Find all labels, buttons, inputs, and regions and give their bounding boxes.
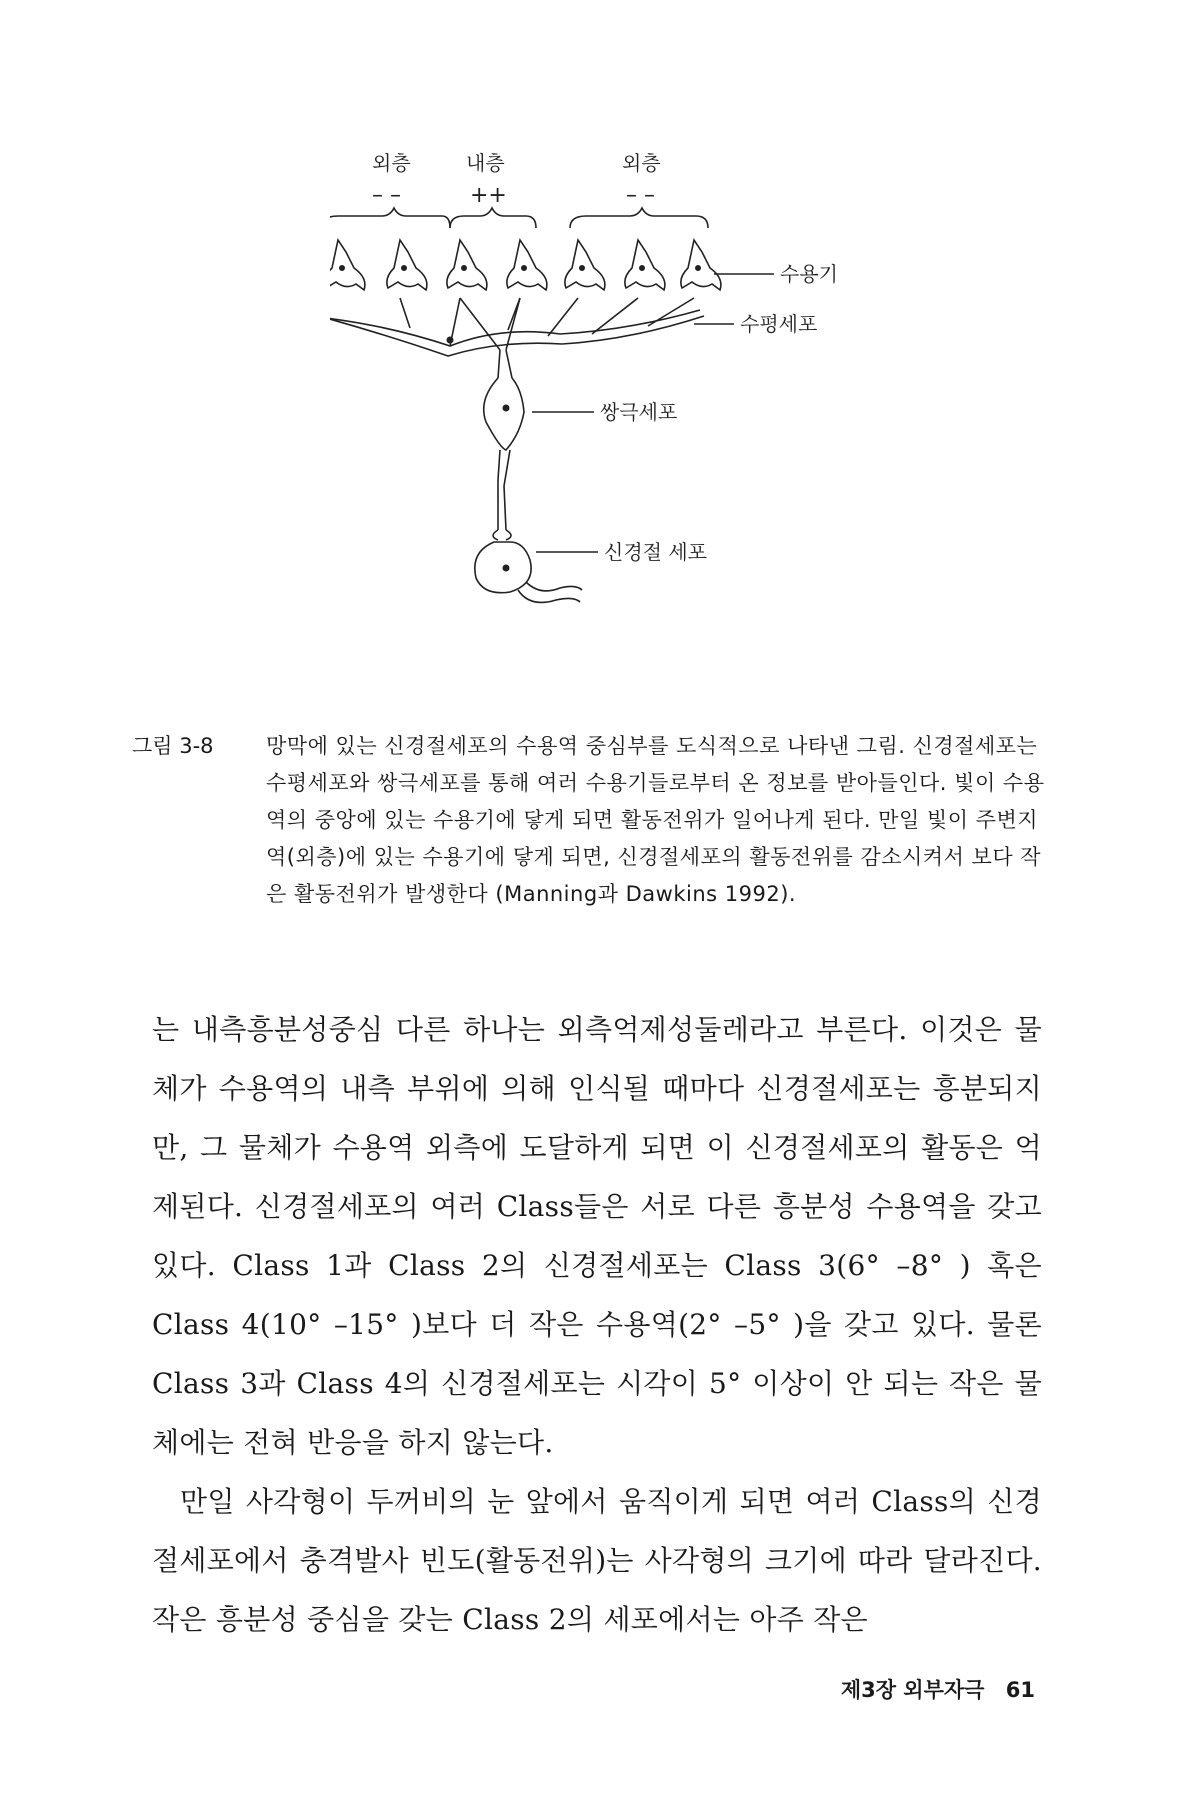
- figure-number: 그림 3-8: [132, 734, 214, 758]
- diagram-svg: [330, 150, 1050, 670]
- body-paragraph-1: 는 내측흥분성중심 다른 하나는 외측억제성둘레라고 부른다. 이것은 물체가 수용역의 내측 부위에 의해 인식될 때마다 신경절세포는 흥분되지만, 그 물체가 수용역 외측에 도달하게 되면 이 신경절세포의 활동은 억제된다. 신경절세포의 여러 Class들은 서로 다른 흥분성 수용역을 갖고 있다. Class 1과 Class 2의 신경절세포는 Class 3(6° –8° ) 혹은 Class 4(10° –15° )보다 더 작은 수용역(2° –5° )을 갖고 있다. 물론 Class 3과 Class 4의 신경절세포는 시각이 5° 이상이 안 되는 작은 물체에는 전혀 반응을 하지 않는다.: [152, 1013, 1042, 1459]
- retina-receptive-field-diagram: [330, 150, 1050, 670]
- layer-label-inner: 내층: [466, 151, 505, 175]
- layer-braces: [330, 208, 708, 228]
- layer-sign-inner: ++: [470, 183, 507, 208]
- horizontal-cell-nucleus: [447, 337, 454, 344]
- callout-horizontal-cell: 수평세포: [740, 312, 818, 336]
- body-paragraph-2: 만일 사각형이 두꺼비의 눈 앞에서 움직이게 되면 여러 Class의 신경절세포에서 충격발사 빈도(활동전위)는 사각형의 크기에 따라 달라진다. 작은 흥분성 중심을 갖는 Class 2의 세포에서는 아주 작은: [152, 1485, 1042, 1636]
- layer-label-outer-right: 외층: [622, 151, 661, 175]
- figure-caption-text: 망막에 있는 신경절세포의 수용역 중심부를 도식적으로 나타낸 그림. 신경절세포는 수평세포와 쌍극세포를 통해 여러 수용기들로부터 온 정보를 받아들인다. 빛이 수용역의 중앙에 있는 수용기에 닿게 되면 활동전위가 일어나게 된다. 만일 빛이 주변지역(외층)에 있는 수용기에 닿게 되면, 신경절세포의 활동전위를 감소시켜서 보다 작은 활동전위가 발생한다 (Manning과 Dawkins 1992).: [266, 734, 1045, 906]
- figure-caption: [132, 728, 1052, 913]
- layer-label-outer-left: 외층: [372, 151, 411, 175]
- callout-ganglion-cell: 신경절 세포: [604, 540, 707, 564]
- chapter-title: 제3장 외부자극: [840, 1678, 985, 1702]
- ganglion-cell-nucleus: [503, 565, 510, 572]
- bipolar-cell-nucleus: [503, 405, 510, 412]
- receptor-cells: [330, 240, 721, 290]
- body-text: [152, 1000, 1042, 1649]
- layer-sign-outer-right: – –: [626, 183, 655, 208]
- page-footer: [827, 1674, 1035, 1704]
- callout-bipolar-cell: 쌍극세포: [600, 400, 678, 424]
- ganglion-cell: [475, 530, 582, 602]
- callout-receptor: 수용기: [780, 262, 838, 286]
- layer-sign-outer-left: – –: [372, 183, 401, 208]
- page-number: 61: [1005, 1678, 1035, 1702]
